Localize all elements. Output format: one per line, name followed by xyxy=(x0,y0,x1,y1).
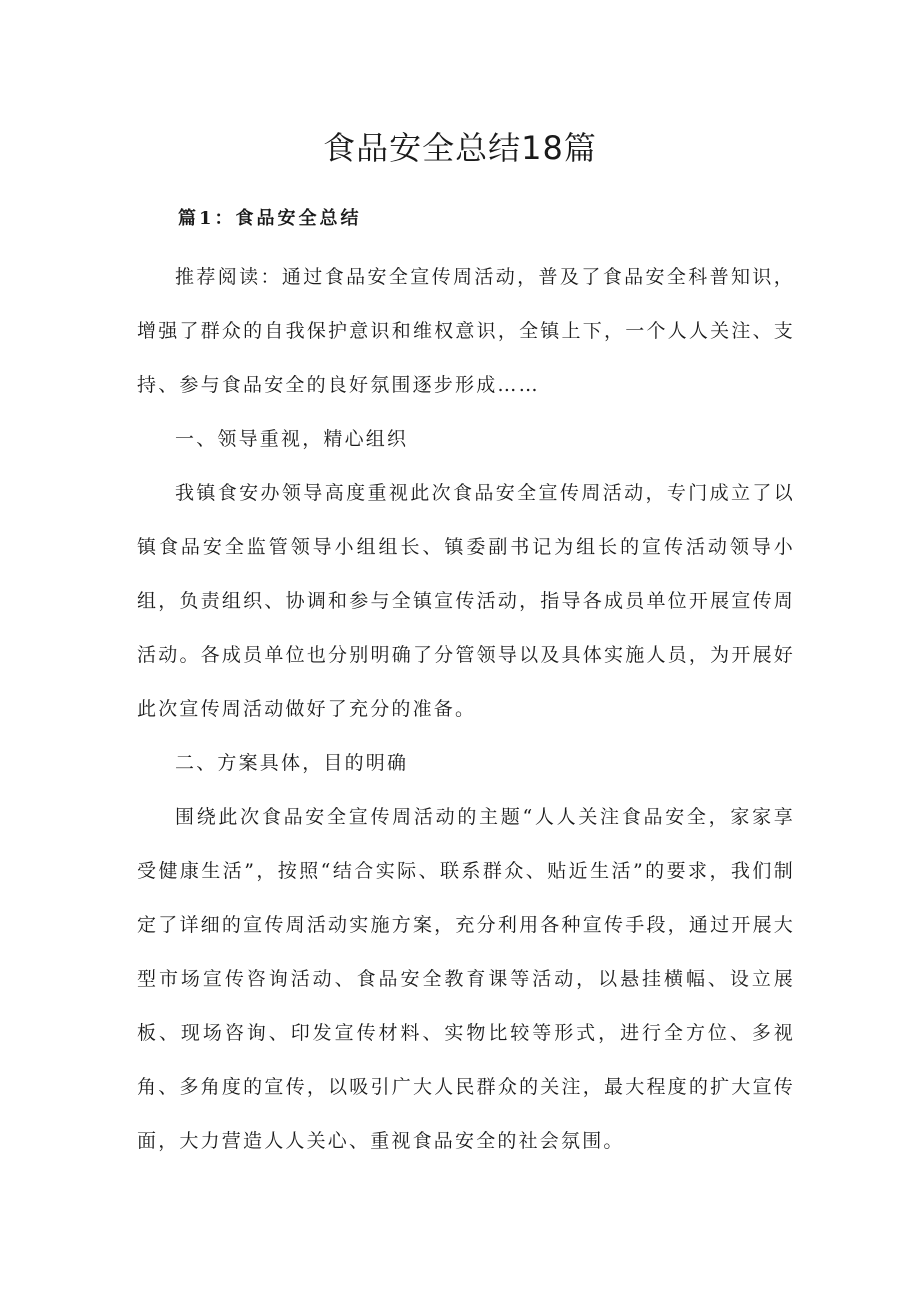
body-paragraph-1: 我镇食安办领导高度重视此次食品安全宣传周活动，专门成立了以镇食品安全监管领导小组组长、镇委副书记为组长的宣传活动领导小组，负责组织、协调和参与全镇宣传活动，指导各成员单位开展宣传周活动。各成员单位也分别明确了分管领导以及具体实施人员，为开展好此次宣传周活动做好了充分的准备。 xyxy=(137,482,795,720)
body-paragraph-2: 围绕此次食品安全宣传周活动的主题“人人关注食品安全，家家享受健康生活”，按照“结合实际、联系群众、贴近生活”的要求，我们制定了详细的宣传周活动实施方案，充分利用各种宣传手段，通过开展大型市场宣传咨询活动、食品安全教育课等活动，以悬挂横幅、设立展板、现场咨询、印发宣传材料、实物比较等形式，进行全方位、多视角、多角度的宣传，以吸引广大人民群众的关注，最大程度的扩大宣传面，大力营造人人关心、重视食品安全的社会氛围。 xyxy=(137,806,795,1152)
section-heading: 篇1：食品安全总结 xyxy=(178,208,362,229)
intro-paragraph: 推荐阅读：通过食品安全宣传周活动，普及了食品安全科普知识，增强了群众的自我保护意识和维权意识，全镇上下，一个人人关注、支持、参与食品安全的良好氛围逐步形成…… xyxy=(137,266,795,396)
subheading-1: 一、领导重视，精心组织 xyxy=(175,428,409,450)
document-title: 食品安全总结18篇 xyxy=(323,129,597,167)
subheading-2: 二、方案具体，目的明确 xyxy=(175,752,409,774)
